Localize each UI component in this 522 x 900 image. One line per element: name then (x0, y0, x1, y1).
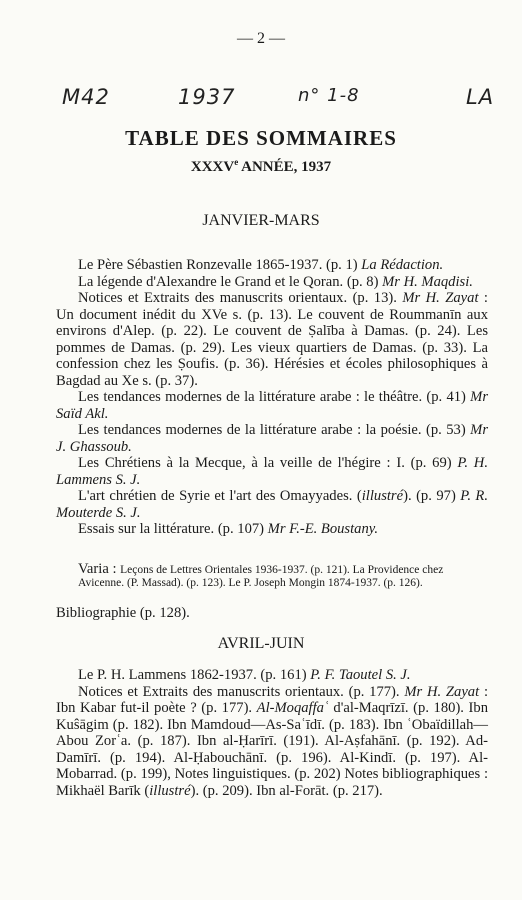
handwritten-note-2: 1937 (178, 85, 236, 109)
entry: Les tendances modernes de la littérature arabe : le théâtre. (p. 41) Mr Saïd Akl. (56, 389, 488, 422)
section-janvier-mars (56, 257, 488, 538)
page-number: — 2 — (237, 30, 285, 47)
entry: Notices et Extraits des manuscrits orientaux. (p. 177). Mr H. Zayat : Ibn Kabar fut-il poète ? (p. 177). Al-Moqaffaʿ d'al-Maqrīzī. (p. 180). Ibn Kuŝāgim (p. 182). Ibn Mamdoud—As-Saʿīdī. (p. 183). Ibn ʿObaïdillah—Abou Zorʿa. (p. 187). Ibn al-Ḥarīrī. (191). Al-Aṣfahānī. (p. 192). Ad-Damīrī. (p. 194). Al-Ḥabouchānī. (p. 196). Al-Kindī. (p. 197). Al-Mobarrad. (p. 199), Notes linguistiques. (p. 202) Notes bibliographiques : Mikhaël Barīk (illustré). (p. 209). Ibn al-Forāt. (p. 217). (56, 683, 488, 799)
entry: Les Chrétiens à la Mecque, à la veille de l'hégire : I. (p. 69) P. H. Lammens S. J. (56, 455, 488, 488)
handwritten-note-3: n° 1-8 (298, 85, 360, 106)
entry: L'art chrétien de Syrie et l'art des Omayyades. (illustré). (p. 97) P. R. Mouterde S. J. (56, 488, 488, 521)
entry: Essais sur la littérature. (p. 107) Mr F.-E. Boustany. (78, 521, 379, 537)
section-heading-avril-juin: AVRIL-JUIN (217, 635, 305, 652)
page-title: TABLE DES SOMMAIRES (125, 126, 397, 150)
entry: Notices et Extraits des manuscrits orientaux. (p. 13). Mr H. Zayat : Un document inédit du XVe s. (p. 13). Le couvent de Roummanīn aux environs d'Alep. (p. 22). Le couvent de Ṣalība à Damas. (p. 24). Les pommes de Damas. (p. 29). Les vieux quartiers de Damas. (p. 33). La confession chez les Ṣoufis. (p. 36). Hérésies et écoles philosophiques à Bagdad au Xe s. (p. 37). (56, 290, 488, 389)
page-subtitle: XXXVe ANNÉE, 1937 (190, 157, 332, 175)
section-heading-janvier-mars: JANVIER-MARS (202, 212, 320, 229)
entry: Les tendances modernes de la littérature arabe : la poésie. (p. 53) Mr J. Ghassoub. (56, 422, 488, 455)
entry: La légende d'Alexandre le Grand et le Qoran. (p. 8) Mr H. Maqdisi. (78, 273, 473, 290)
handwritten-note-1: M42 (62, 85, 110, 109)
entry: Le Père Sébastien Ronzevalle 1865-1937. (p. 1) La Rédaction. (78, 257, 444, 273)
handwritten-note-4: LA (466, 85, 495, 109)
entry: Le P. H. Lammens 1862-1937. (p. 161) P. F. Taoutel S. J. (78, 667, 411, 683)
section-avril-juin (56, 667, 488, 799)
varia-note: Varia : Leçons de Lettres Orientales 1936-1937. (p. 121). La Providence chez Avicenne. (P. Massad). (p. 123). Le P. Joseph Mongin 1874-1937. (p. 126). (78, 561, 444, 589)
bibliography-entry: Bibliographie (p. 128). (56, 605, 190, 621)
